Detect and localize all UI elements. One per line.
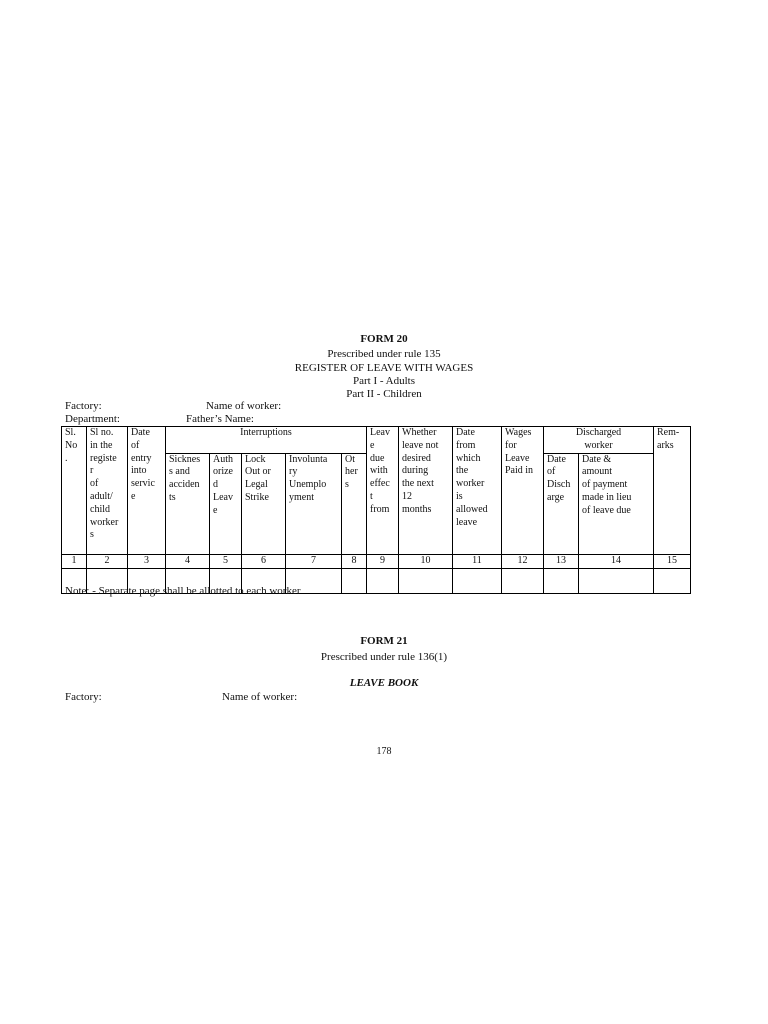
form20-part1: Part I - Adults bbox=[352, 375, 416, 387]
form21-name-of-worker-label: Name of worker: bbox=[222, 691, 298, 703]
col-number: 3 bbox=[128, 554, 166, 568]
col-number: 8 bbox=[342, 554, 367, 568]
form21-title: FORM 21 bbox=[360, 635, 408, 647]
col-interruptions: Interruptions bbox=[166, 427, 367, 454]
col-leave-due: Leav e due with effec t from bbox=[367, 427, 399, 555]
department-label: Department: bbox=[65, 413, 120, 425]
name-of-worker-label: Name of worker: bbox=[206, 400, 282, 412]
col-sl-no-register: Sl no. in the registe r of adult/ child worker s bbox=[87, 427, 128, 555]
col-number: 10 bbox=[399, 554, 453, 568]
page-number: 178 bbox=[376, 746, 392, 757]
form20-rule: Prescribed under rule 135 bbox=[327, 348, 441, 360]
col-number: 7 bbox=[286, 554, 342, 568]
col-date-of-discharge: Date of Disch arge bbox=[544, 453, 579, 554]
col-number: 12 bbox=[502, 554, 544, 568]
col-lock-out: Lock Out or Legal Strike bbox=[242, 453, 286, 554]
form20-title: FORM 20 bbox=[360, 333, 408, 345]
form21-rule: Prescribed under rule 136(1) bbox=[320, 651, 448, 663]
col-number: 14 bbox=[579, 554, 654, 568]
register-table bbox=[61, 426, 691, 594]
col-number: 9 bbox=[367, 554, 399, 568]
form20-note: Note: - Separate page shall be allotted to each worker bbox=[65, 585, 301, 597]
col-number: 4 bbox=[166, 554, 210, 568]
col-wages-for-leave: Wages for Leave Paid in bbox=[502, 427, 544, 555]
col-sickness: Sicknes s and acciden ts bbox=[166, 453, 210, 554]
col-number: 11 bbox=[453, 554, 502, 568]
col-date-amount-payment: Date & amount of payment made in lieu of leave due bbox=[579, 453, 654, 554]
form20-part2: Part II - Children bbox=[346, 388, 422, 400]
col-number: 1 bbox=[62, 554, 87, 568]
fathers-name-label: Father’s Name: bbox=[186, 413, 254, 425]
col-remarks: Rem- arks bbox=[654, 427, 691, 555]
col-whether-leave-not-desired: Whether leave not desired during the next 12 months bbox=[399, 427, 453, 555]
col-date-leave-allowed: Date from which the worker is allowed leave bbox=[453, 427, 502, 555]
col-involuntary-unemployment: Involunta ry Unemplo yment bbox=[286, 453, 342, 554]
col-number: 13 bbox=[544, 554, 579, 568]
form21-factory-label: Factory: bbox=[65, 691, 102, 703]
col-number: 2 bbox=[87, 554, 128, 568]
col-sl-no: Sl. No . bbox=[62, 427, 87, 555]
factory-label: Factory: bbox=[65, 400, 102, 412]
col-authorized-leave: Auth orize d Leav e bbox=[210, 453, 242, 554]
col-date-of-entry: Date of entry into servic e bbox=[128, 427, 166, 555]
col-number: 6 bbox=[242, 554, 286, 568]
form20-heading: REGISTER OF LEAVE WITH WAGES bbox=[294, 362, 474, 374]
col-discharged-worker: Discharged worker bbox=[544, 427, 654, 454]
col-others: Ot her s bbox=[342, 453, 367, 554]
form21-heading: LEAVE BOOK bbox=[349, 677, 419, 689]
col-number: 15 bbox=[654, 554, 691, 568]
col-number: 5 bbox=[210, 554, 242, 568]
